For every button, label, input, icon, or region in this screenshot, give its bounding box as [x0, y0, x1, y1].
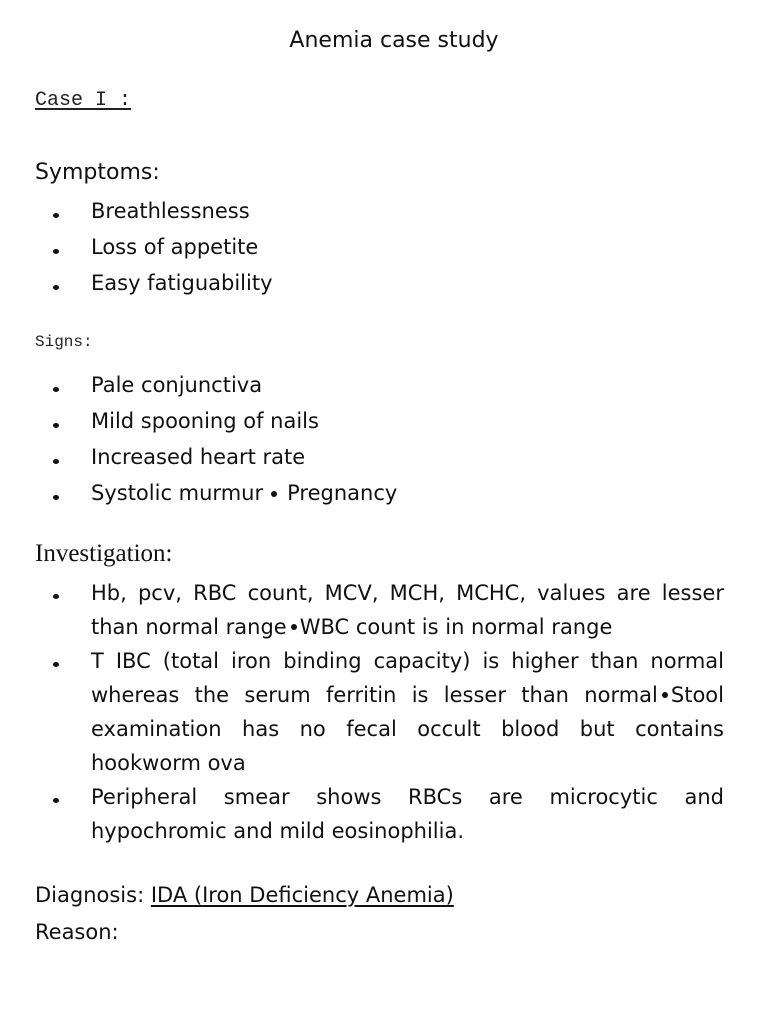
diagnosis-line — [35, 877, 454, 913]
sign-extra-text: Pregnancy — [287, 481, 398, 505]
bullet-icon — [51, 644, 63, 678]
symptom-text: Easy fatiguability — [91, 271, 273, 295]
list-item — [0, 780, 768, 848]
bullet-icon — [51, 265, 63, 301]
list-item — [0, 576, 768, 644]
sign-text: Systolic murmur — [91, 481, 264, 505]
bullet-icon — [51, 780, 63, 814]
document-title: Anemia case study — [289, 28, 499, 53]
bullet-icon — [51, 367, 63, 403]
list-item — [0, 367, 768, 403]
list-item — [0, 193, 768, 229]
bullet-icon — [51, 576, 63, 610]
list-item — [0, 229, 768, 265]
list-item — [0, 403, 768, 439]
reason-line — [35, 914, 119, 950]
investigation-text: WBC count is in normal range — [299, 615, 613, 639]
inline-bullet-icon — [662, 692, 668, 698]
investigation-text: T IBC (total iron binding capacity) is higher than normal whereas the serum ferritin is lesser than normal — [91, 649, 724, 707]
bullet-icon — [51, 475, 63, 511]
symptom-text: Breathlessness — [91, 199, 250, 223]
investigation-text: Stool examination has no fecal occult blood but contains hookworm ova — [91, 683, 724, 775]
reason-label: Reason: — [35, 920, 119, 944]
symptoms-heading: Symptoms: — [35, 160, 160, 185]
sign-text: Pale conjunctiva — [91, 373, 263, 397]
inline-bullet-icon — [271, 491, 277, 497]
list-item — [0, 265, 768, 301]
bullet-icon — [51, 193, 63, 229]
list-item — [0, 644, 768, 780]
signs-list — [0, 367, 768, 511]
signs-heading: Signs: — [35, 333, 93, 351]
list-item — [0, 475, 768, 511]
diagnosis-value: IDA (Iron Deficiency Anemia) — [150, 883, 454, 907]
inline-bullet-icon — [291, 624, 297, 630]
investigation-text: Peripheral smear shows RBCs are microcytic and hypochromic and mild eosinophilia. — [91, 785, 724, 843]
list-item — [0, 439, 768, 475]
investigation-list — [0, 576, 768, 848]
diagnosis-label: Diagnosis: — [35, 883, 145, 907]
bullet-icon — [51, 403, 63, 439]
symptom-text: Loss of appetite — [91, 235, 259, 259]
investigation-text: Hb, pcv, RBC count, MCV, MCH, MCHC, values are lesser than normal range — [91, 581, 724, 639]
bullet-icon — [51, 229, 63, 265]
sign-text: Mild spooning of nails — [91, 409, 319, 433]
sign-text: Increased heart rate — [91, 445, 306, 469]
bullet-icon — [51, 439, 63, 475]
investigation-heading: Investigation: — [35, 540, 173, 567]
symptoms-list — [0, 193, 768, 301]
case-label: Case I : — [35, 89, 132, 112]
